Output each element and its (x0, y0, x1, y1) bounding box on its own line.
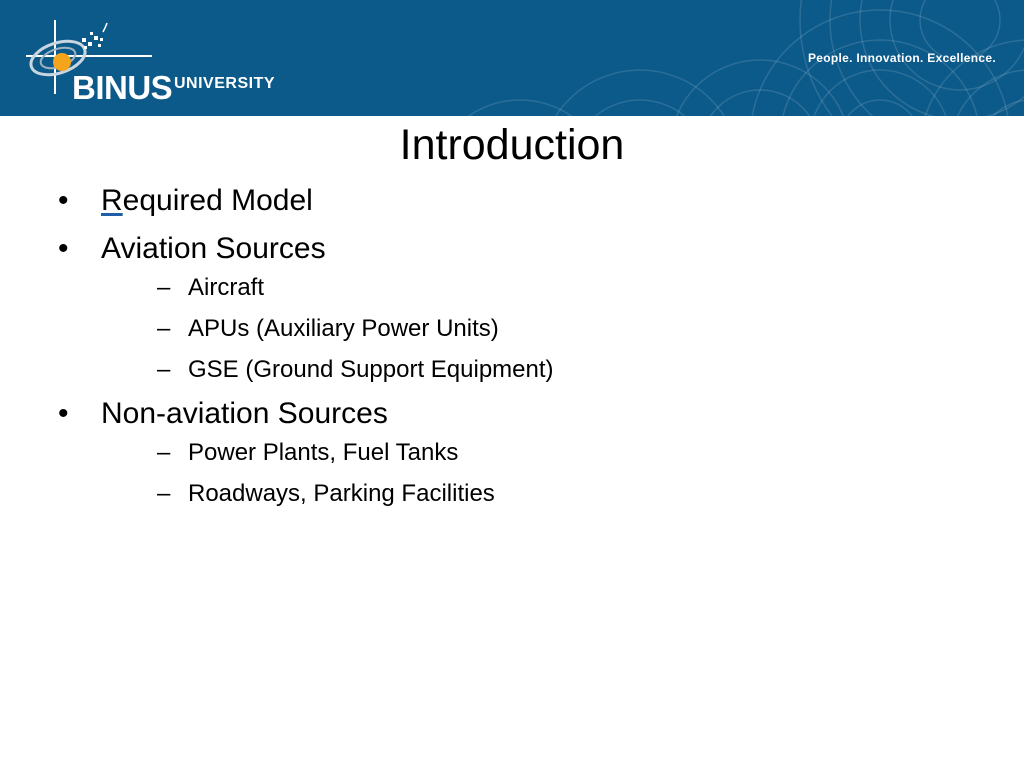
sub-item-text: APUs (Auxiliary Power Units) (188, 315, 499, 342)
bullet-text: Aviation Sources (101, 232, 326, 265)
sub-item-gse (101, 355, 988, 384)
logo-university-text: UNIVERSITY (174, 75, 276, 92)
sub-marker: – (157, 480, 171, 507)
sub-marker: – (157, 315, 171, 342)
bullet-aviation-sources (58, 231, 988, 384)
bullet-marker: • (58, 184, 69, 217)
sub-list-aviation (101, 273, 988, 384)
sub-item-roadways (101, 479, 988, 508)
bullet-marker: • (58, 232, 69, 265)
sub-item-text: Power Plants, Fuel Tanks (188, 439, 459, 466)
sub-marker: – (157, 274, 171, 301)
sub-item-apus (101, 314, 988, 343)
slide-title: Introduction (399, 121, 625, 169)
sub-list-non-aviation (101, 438, 988, 508)
header-tagline: People. Innovation. Excellence. (807, 51, 996, 65)
sub-marker: – (157, 356, 171, 383)
sub-item-text: Aircraft (188, 274, 265, 301)
sub-item-power-plants (101, 438, 988, 467)
sub-marker: – (157, 439, 171, 466)
binus-logo (20, 18, 300, 106)
bullet-text: Non-aviation Sources (101, 397, 388, 430)
slide-content (58, 183, 988, 508)
highlighted-letter: R (101, 184, 123, 217)
sub-item-text: GSE (Ground Support Equipment) (188, 356, 554, 383)
bullet-non-aviation-sources (58, 396, 988, 508)
logo-brand-text: BINUS (72, 69, 173, 106)
bullet-text: equired Model (122, 184, 313, 217)
bullet-required-model (58, 183, 988, 219)
sub-item-aircraft (101, 273, 988, 302)
bullet-marker: • (58, 397, 69, 430)
slide-header (0, 0, 1024, 116)
sub-item-text: Roadways, Parking Facilities (188, 480, 495, 507)
